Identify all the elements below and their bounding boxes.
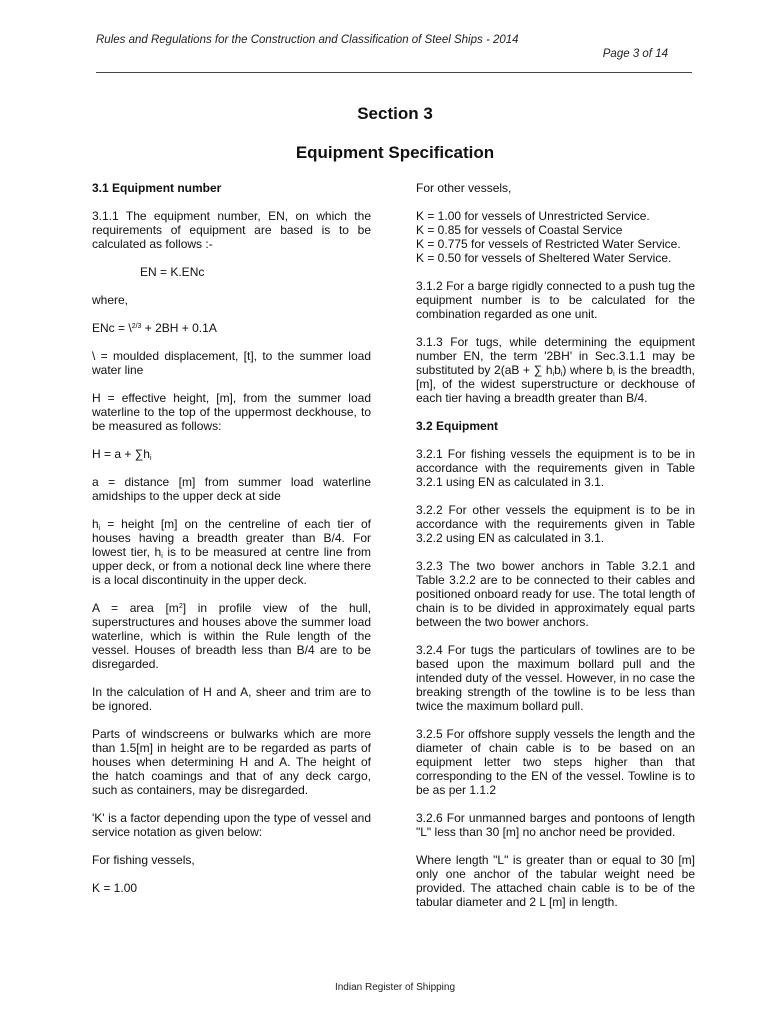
k-fishing: K = 1.00 [92, 881, 138, 895]
para-sheer-trim: In the calculation of H and A, sheer and trim are to be ignored. [92, 685, 371, 713]
displacement-symbol: \ [92, 349, 96, 363]
heading-3-1: 3.1 Equipment number [92, 181, 222, 195]
running-header-title: Rules and Regulations for the Construction and Classification of Steel Ships - 2014 [96, 34, 519, 46]
right-column [416, 181, 695, 923]
para-3-1-1: 3.1.1 The equipment number, EN, on which the requirements of equipment are based is to be calculated as follows :- [92, 209, 371, 251]
para-3-2-5: 3.2.5 For offshore supply vessels the length and the diameter of chain cable is to be based on an equipment letter two steps higher than that corresponding to the EN of the vessel. Towline is to be as per 1.1.2 [416, 727, 695, 797]
para-3-2-6: 3.2.6 For unmanned barges and pontoons of length "L" less than 30 [m] no anchor need be provided. [416, 811, 695, 839]
k-coastal: K = 0.85 for vessels of Coastal Service [416, 223, 623, 237]
para-3-1-3: 3.1.3 For tugs, while determining the equipment number EN, the term '2BH' in Sec.3.1.1 may be substituted by 2(aB + ∑ $h_ib_i$) where $b_i$ is the breadth, [m], of the widest superstructure or deckhouse of each tier having a breadth greater than B/4. [416, 335, 695, 405]
page-number: Page 3 of 14 [602, 48, 668, 60]
para-3-1-2: 3.1.2 For a barge rigidly connected to a push tug the equipment number is to be calculated for the combination regarded as one unit. [416, 279, 695, 321]
para-windscreens: Parts of windscreens or bulwarks which are more than 1.5[m] in height are to be regarded as parts of houses when determining H and A. The height of the hatch coamings and that of any deck cargo, such as containers, may be disregarded. [92, 727, 371, 797]
para-3-2-1: 3.2.1 For fishing vessels the equipment is to be in accordance with the requirements given in Table 3.2.1 using EN as calculated in 3.1. [416, 447, 695, 489]
k-sheltered: K = 0.50 for vessels of Sheltered Water Service. [416, 251, 672, 265]
def-hi: $h_i$ = height [m] on the centreline of each tier of houses having a breadth greater than B/4. For lowest tier, $h_i$ is to be measured at centre line from upper deck, or from a notional deck line where there is a local discontinuity in the upper deck. [92, 517, 372, 587]
header-divider [96, 72, 692, 73]
other-vessels-label: For other vessels, [416, 181, 512, 195]
formula-h: $H = a + \sum h_i$ [92, 447, 152, 462]
section-title: Section 3 [357, 104, 433, 123]
k-restricted: K = 0.775 for vessels of Restricted Water Service. [416, 237, 681, 251]
para-k-factor: 'K' is a factor depending upon the type of vessel and service notation as given below: [92, 811, 371, 839]
def-displacement: \ = moulded displacement, [t], to the summer load water line [92, 349, 371, 377]
fishing-vessels-label: For fishing vessels, [92, 853, 195, 867]
heading-3-2: 3.2 Equipment [416, 419, 499, 433]
left-column [92, 181, 371, 909]
para-3-2-4: 3.2.4 For tugs the particulars of towlines are to be based upon the maximum bollard pull and the intended duty of the vessel. However, in no case the breaking strength of the towline is to be less than twice the maximum bollard pull. [416, 643, 695, 713]
footer-publisher: Indian Register of Shipping [334, 982, 456, 993]
formula-en: EN = K.ENc [140, 265, 205, 279]
k-unrestricted: K = 1.00 for vessels of Unrestricted Service. [416, 209, 650, 223]
def-area: A = area $[m^2]$ in profile view of the hull, superstructures and houses above the summer load waterline, which is within the Rule length of the vessel. Houses of breadth less than B/4 are to be disregarded. [92, 601, 371, 671]
para-3-2-2: 3.2.2 For other vessels the equipment is to be in accordance with the requirements given in Table 3.2.2 using EN as calculated in 3.1. [416, 503, 695, 545]
def-effective-height: H = effective height, [m], from the summer load waterline to the top of the uppermost deckhouse, to be measured as follows: [92, 391, 371, 433]
section-subtitle: Equipment Specification [295, 143, 495, 162]
where-label: where, [92, 293, 129, 307]
displacement-symbol: \ [128, 321, 132, 335]
formula-enc: ENc = \$^{2/3}$ + 2BH + 0.1A [92, 321, 217, 335]
def-a: a = distance [m] from summer load waterline amidships to the upper deck at side [92, 475, 371, 503]
para-3-2-3: 3.2.3 The two bower anchors in Table 3.2.1 and Table 3.2.2 are to be connected to their cables and positioned onboard ready for use. The total length of chain is to be divided in approximately equal parts between the two bower anchors. [416, 559, 695, 629]
para-3-2-6-continued: Where length "L" is greater than or equal to 30 [m] only one anchor of the tabular weight need be provided. The attached chain cable is to be of the tabular diameter and 2 L [m] in length. [416, 853, 695, 909]
